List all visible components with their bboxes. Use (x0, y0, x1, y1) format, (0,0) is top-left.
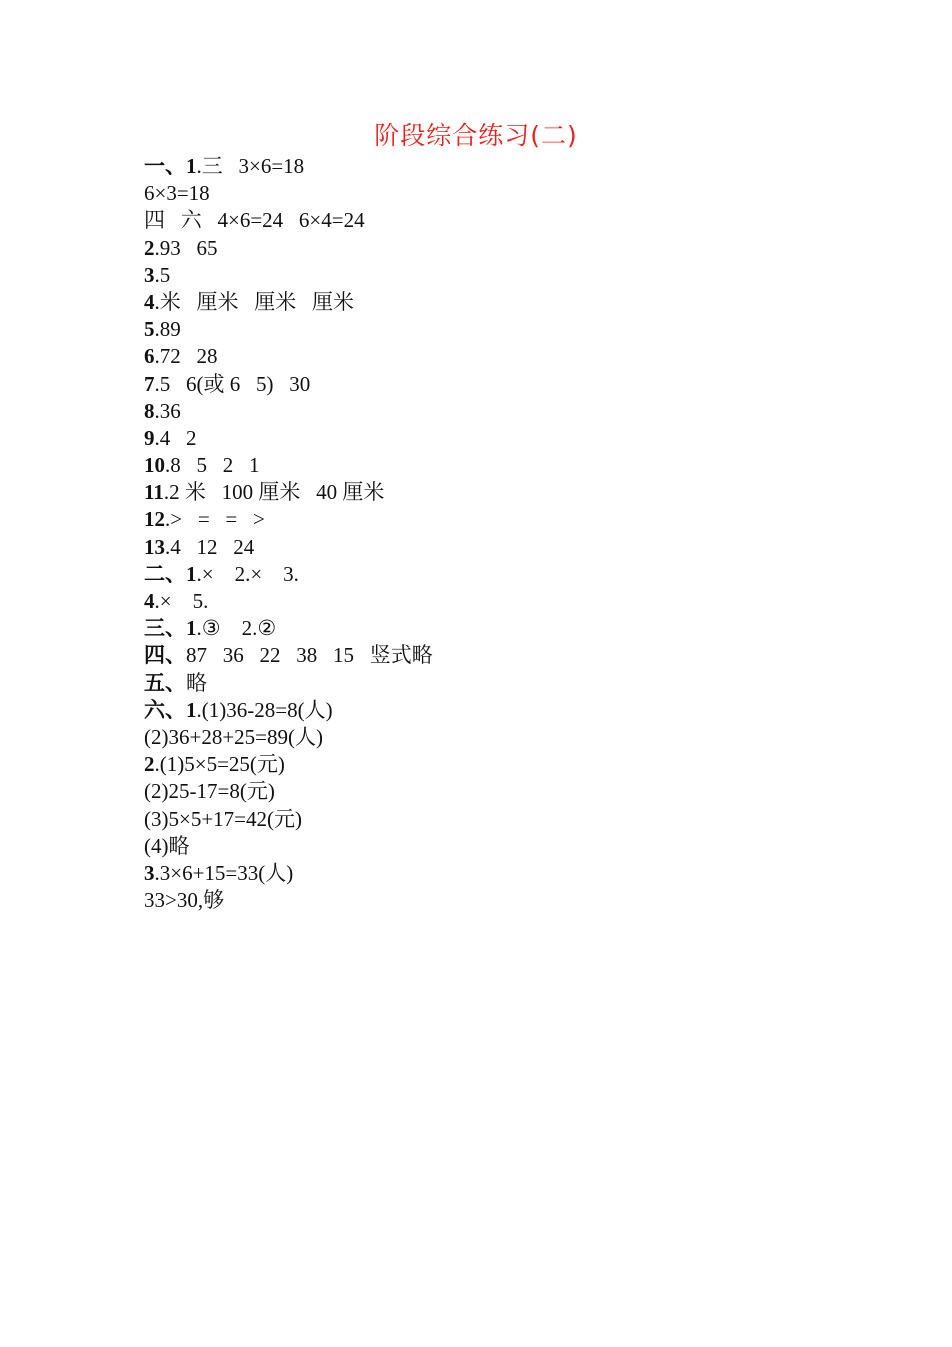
answer-line (144, 860, 844, 887)
answer-number: 2 (144, 752, 155, 777)
answer-line (144, 479, 844, 506)
answer-line (144, 452, 844, 479)
answer-line (144, 724, 844, 751)
answer-number: 9 (144, 425, 155, 450)
answer-line (144, 806, 844, 833)
answer-list (144, 153, 844, 914)
answer-line (144, 398, 844, 425)
answer-text: .5 (154, 262, 171, 287)
answer-text: .4 12 24 (165, 534, 255, 559)
answer-number: 3 (144, 262, 155, 287)
answer-number: 二、1 (144, 561, 197, 586)
answer-line (144, 615, 844, 642)
answer-line (144, 371, 844, 398)
answer-line (144, 534, 844, 561)
answer-text: .5 6(或 6 5) 30 (154, 371, 311, 396)
answer-text: .> = = > (165, 507, 265, 532)
answer-line (144, 697, 844, 724)
answer-number: 6 (144, 344, 155, 369)
answer-line (144, 642, 844, 669)
answer-number: 13 (144, 534, 165, 559)
answer-number: 4 (144, 589, 155, 613)
answer-text: .89 (154, 317, 181, 342)
answer-text: .(1)5×5=25(元) (154, 752, 285, 777)
answer-line (144, 506, 844, 533)
answer-line (144, 887, 844, 914)
answer-text: 87 36 22 38 15 竖式略 (186, 643, 433, 668)
answer-line (144, 153, 844, 180)
answer-number: 三、1 (144, 616, 197, 641)
answer-text: 6×3=18 (144, 181, 210, 206)
answer-line (144, 561, 844, 588)
answer-number: 12 (144, 507, 165, 532)
answer-line (144, 425, 844, 452)
answer-text: .72 28 (154, 344, 218, 369)
answer-number: 7 (144, 371, 155, 396)
answer-number: 六、1 (144, 697, 197, 722)
answer-text: 33>30,够 (144, 888, 225, 913)
answer-line (144, 833, 844, 860)
answer-text: (2)25-17=8(元) (144, 779, 275, 804)
answer-line (144, 207, 844, 234)
answer-text: .8 5 2 1 (165, 453, 260, 478)
answer-number: 11 (144, 480, 164, 505)
answer-text: .× 5. (154, 589, 209, 613)
answer-number: 五、 (144, 670, 186, 695)
answer-line (144, 343, 844, 370)
answer-number: 四、 (144, 643, 186, 668)
answer-line (144, 751, 844, 778)
answer-text: .三 3×6=18 (196, 154, 305, 178)
answer-number: 4 (144, 289, 155, 314)
answer-number: 10 (144, 453, 165, 478)
answer-line (144, 262, 844, 289)
answer-text: .3×6+15=33(人) (154, 860, 294, 885)
answer-text: .③ 2.② (196, 616, 277, 641)
answer-text: .(1)36-28=8(人) (196, 697, 333, 722)
answer-number: 2 (144, 235, 155, 260)
answer-line (144, 180, 844, 207)
answer-line (144, 316, 844, 343)
answer-line (144, 670, 844, 697)
answer-text: .36 (154, 398, 181, 423)
answer-number: 3 (144, 860, 155, 885)
answer-line (144, 778, 844, 805)
answer-number: 5 (144, 317, 155, 342)
answer-text: 略 (186, 670, 207, 695)
answer-text: (4)略 (144, 833, 190, 858)
answer-number: 一、1 (144, 154, 197, 178)
answer-line (144, 235, 844, 262)
answer-text: .米 厘米 厘米 厘米 (154, 289, 354, 314)
page-title: 阶段综合练习(二) (374, 121, 578, 150)
answer-text: (3)5×5+17=42(元) (144, 806, 303, 831)
answer-text: .93 65 (154, 235, 218, 260)
answer-line (144, 289, 844, 316)
answer-line (144, 588, 844, 615)
answer-text: (2)36+28+25=89(人) (144, 724, 324, 749)
answer-text: .4 2 (154, 425, 197, 450)
answer-text: .2 米 100 厘米 40 厘米 (163, 480, 385, 505)
answer-text: 四 六 4×6=24 6×4=24 (144, 208, 365, 233)
answer-number: 8 (144, 398, 155, 423)
answer-text: .× 2.× 3. (196, 561, 299, 586)
